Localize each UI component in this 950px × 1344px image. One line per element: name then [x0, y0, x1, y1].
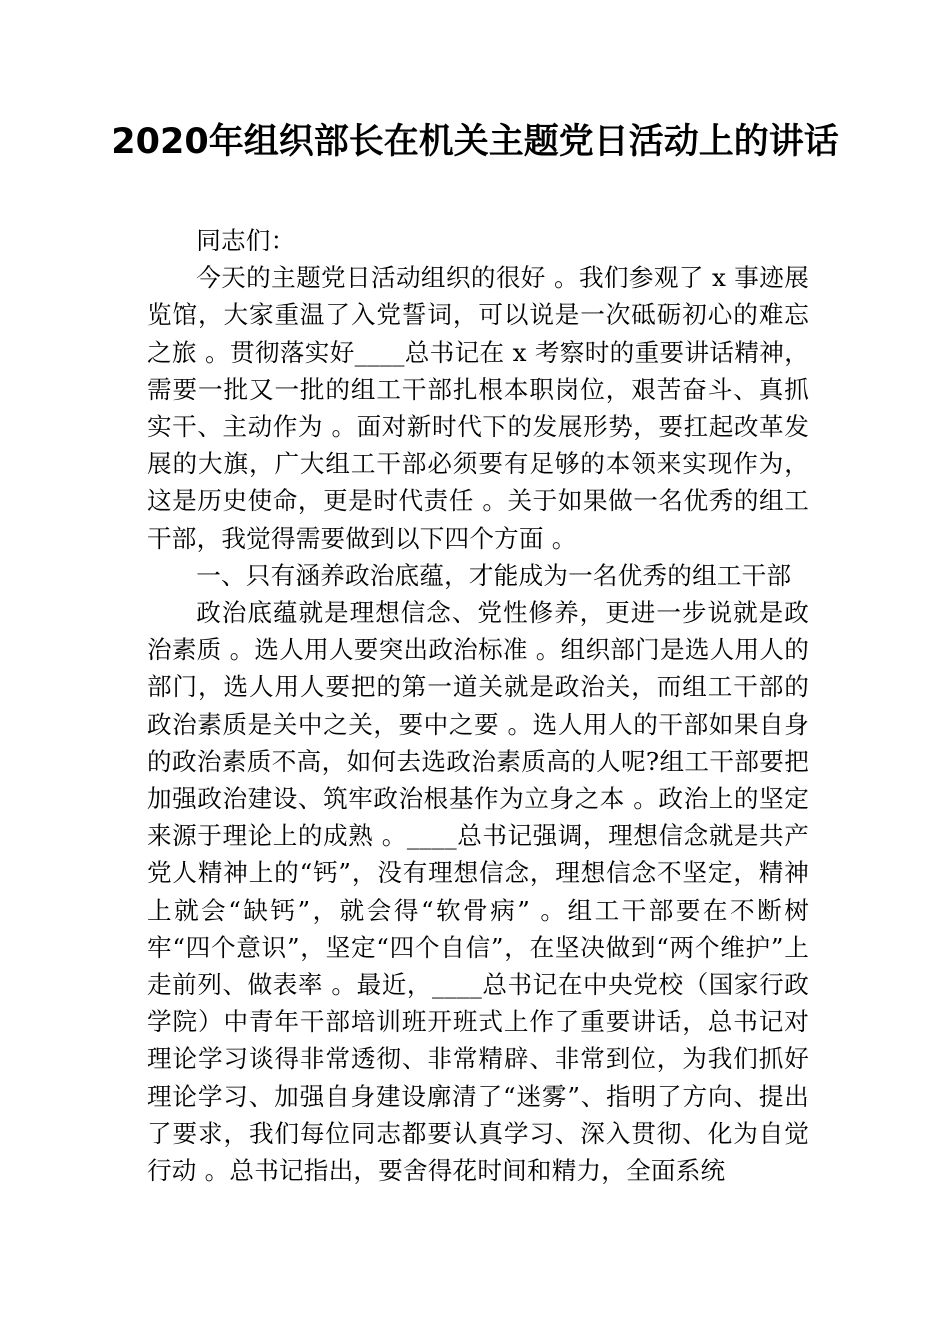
paragraph-intro: 今天的主题党日活动组织的很好 。我们参观了 x 事迹展览馆，大家重温了入党誓词，可以说是一次砥砺初心的难忘之旅 。贯彻落实好____总书记在 x 考察时的重要讲话精神，需要一批又一批的组工干部扎根本职岗位，艰苦奋斗、真抓实干、主动作为 。面对新时代下的发展形势，要扛起改革发展的大旗，广大组工干部必须要有足够的本领来实现作为，这是历史使命，更是时代责任 。关于如果做一名优秀的组工干部，我觉得需要做到以下四个方面 。	[147, 263, 809, 553]
section-heading-1: 一、只有涵养政治底蕴，才能成为一名优秀的组工干部	[196, 560, 792, 590]
salutation: 同志们：	[196, 226, 296, 255]
document-title: 2020年组织部长在机关主题党日活动上的讲话	[111, 122, 839, 162]
document-body	[147, 222, 809, 1189]
paragraph-section-1: 政治底蕴就是理想信念、党性修养，更进一步说就是政治素质 。选人用人要突出政治标准 。组织部门是选人用人的部门，选人用人要把的第一道关就是政治关，而组工干部的政治素质是关中之关，要中之要 。选人用人的干部如果自身的政治素质不高，如何去选政治素质高的人呢?组工干部要把加强政治建设、筑牢政治根基作为立身之本 。政治上的坚定来源于理论上的成熟 。____总书记强调，理想信念就是共产党人精神上的“钙”，没有理想信念，理想信念不坚定，精神上就会“缺钙”，就会得“软骨病” 。组工干部要在不断树牢“四个意识”，坚定“四个自信”，在坚决做到“两个维护”上走前列、做表率 。最近，____总书记在中央党校（国家行政学院）中青年干部培训班开班式上作了重要讲话，总书记对理论学习谈得非常透彻、非常精辟、非常到位，为我们抓好理论学习、加强自身建设廓清了“迷雾”、指明了方向、提出了要求，我们每位同志都要认真学习、深入贯彻、化为自觉行动 。总书记指出，要舍得花时间和精力，全面系统	[147, 598, 809, 1186]
